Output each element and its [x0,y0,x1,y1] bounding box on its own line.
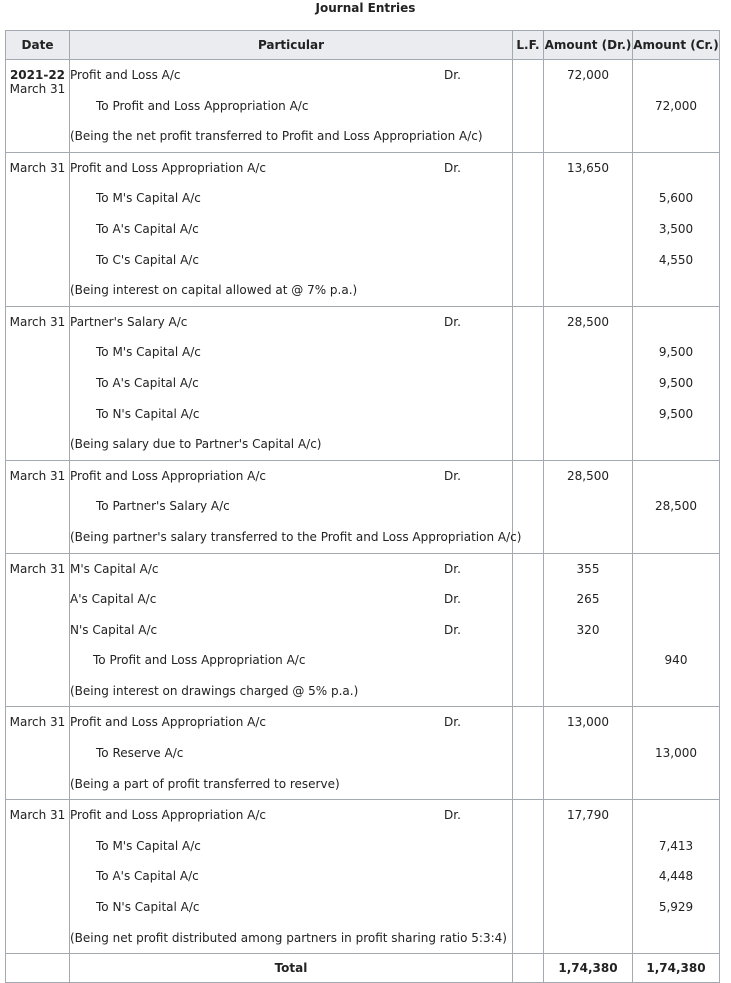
debit-account: A's Capital A/c [70,592,157,607]
credit-amount: 13,000 [655,746,697,761]
credit-amount: 9,500 [658,345,694,360]
dr-marker: Dr. [444,561,461,576]
entry-lf-cell [513,800,544,954]
dr-marker: Dr. [444,622,461,637]
entry-particular-cell [70,553,513,707]
credit-amount: 4,550 [658,252,694,267]
narration: (Being net profit distributed among partners in profit sharing ratio 5:3:4) [70,930,507,945]
dr-marker: Dr. [444,808,461,823]
entry-dr-amount-cell [544,306,633,460]
dr-marker: Dr. [444,314,461,329]
credit-amount: 940 [664,653,688,668]
header-amount-dr: Amount (Dr.) [544,31,633,60]
entry-date-cell [6,800,70,954]
debit-line [70,153,512,184]
narration: (Being a part of profit transferred to reserve) [70,776,340,791]
debit-line [70,60,512,91]
narration: (Being interest on drawings charged @ 5% p.a.) [70,683,359,698]
credit-line: To M's Capital A/c [96,838,201,853]
entry-dr-amount-cell [544,60,633,153]
credit-line: To Profit and Loss Appropriation A/c [96,98,309,113]
entry-date-cell [6,460,70,553]
credit-amount: 4,448 [658,869,694,884]
entry-date-cell [6,553,70,707]
debit-amount: 320 [576,622,600,637]
total-cr-amount: 1,74,380 [633,954,720,983]
debit-account: Profit and Loss Appropriation A/c [70,468,266,483]
debit-line [70,615,512,646]
dr-marker: Dr. [444,68,461,82]
entry-particular-cell [70,800,513,954]
debit-amount: 72,000 [567,68,609,82]
entry-lf-cell [513,306,544,460]
total-row [6,954,720,983]
journal-body [6,60,720,954]
debit-line [70,554,512,585]
total-date-cell [6,954,70,983]
table-header-row [6,31,720,60]
journal-entry-row [6,460,720,553]
entry-cr-amount-cell [633,306,720,460]
debit-account: Profit and Loss A/c [70,68,181,82]
entry-lf-cell [513,152,544,306]
debit-line [70,707,512,738]
entry-date: March 31 [9,808,66,823]
credit-line: To N's Capital A/c [96,406,200,421]
debit-account: Profit and Loss Appropriation A/c [70,808,266,823]
entry-dr-amount-cell [544,707,633,800]
credit-amount: 3,500 [658,221,694,236]
debit-amount: 28,500 [567,468,609,483]
debit-account: Partner's Salary A/c [70,314,188,329]
journal-entry-row [6,306,720,460]
entry-dr-amount-cell [544,553,633,707]
debit-amount: 17,790 [567,808,609,823]
entry-date-cell [6,707,70,800]
total-dr-amount: 1,74,380 [544,954,633,983]
debit-amount: 13,650 [567,160,609,175]
entry-particular-cell [70,306,513,460]
entry-particular-cell [70,60,513,153]
credit-line: To N's Capital A/c [96,900,200,915]
journal-entry-row [6,707,720,800]
credit-amount: 7,413 [658,838,694,853]
debit-amount: 13,000 [567,715,609,730]
narration: (Being salary due to Partner's Capital A/c) [70,437,322,452]
entry-dr-amount-cell [544,460,633,553]
debit-account: N's Capital A/c [70,622,158,637]
credit-line: To Reserve A/c [96,746,184,761]
journal-entry-row [6,152,720,306]
entry-dr-amount-cell [544,800,633,954]
header-amount-cr: Amount (Cr.) [633,31,720,60]
credit-line: To A's Capital A/c [96,869,199,884]
dr-marker: Dr. [444,715,461,730]
journal-entry-row [6,800,720,954]
journal-entry-row [6,60,720,153]
entry-date: March 31 [9,561,66,576]
entry-particular-cell [70,707,513,800]
entry-date-cell [6,60,70,153]
entry-cr-amount-cell [633,60,720,153]
entry-particular-cell [70,152,513,306]
entry-date: March 31 [9,715,66,730]
dr-marker: Dr. [444,592,461,607]
entry-cr-amount-cell [633,553,720,707]
debit-amount: 355 [576,561,600,576]
header-date: Date [6,31,70,60]
credit-amount: 72,000 [655,98,697,113]
entry-date: March 31 [9,468,66,483]
credit-line: To Partner's Salary A/c [96,499,230,514]
entry-cr-amount-cell [633,460,720,553]
entry-date-cell [6,306,70,460]
credit-amount: 28,500 [655,499,697,514]
credit-line: To C's Capital A/c [96,252,199,267]
entry-cr-amount-cell [633,800,720,954]
entry-year: 2021-22 [9,68,66,82]
entry-date: March 31 [9,314,66,329]
credit-line: To M's Capital A/c [96,345,201,360]
credit-line: To A's Capital A/c [96,221,199,236]
credit-line: To M's Capital A/c [96,191,201,206]
page-title: Journal Entries [315,1,416,15]
credit-amount: 5,929 [658,900,694,915]
debit-account: M's Capital A/c [70,561,159,576]
journal-table [5,30,720,983]
entry-date-cell [6,152,70,306]
entry-cr-amount-cell [633,152,720,306]
debit-account: Profit and Loss Appropriation A/c [70,715,266,730]
total-lf-cell [513,954,544,983]
entry-particular-cell [70,460,522,553]
entry-lf-cell [513,707,544,800]
narration: (Being interest on capital allowed at @ 7% p.a.) [70,283,358,298]
entry-lf-cell [513,60,544,153]
entry-dr-amount-cell [544,152,633,306]
credit-amount: 9,500 [658,406,694,421]
debit-amount: 28,500 [567,314,609,329]
credit-amount: 5,600 [658,191,694,206]
entry-date: March 31 [9,160,66,175]
dr-marker: Dr. [444,160,461,175]
debit-line [70,307,512,338]
debit-account: Profit and Loss Appropriation A/c [70,160,266,175]
narration: (Being the net profit transferred to Profit and Loss Appropriation A/c) [70,129,483,144]
header-lf: L.F. [513,31,544,60]
credit-amount: 9,500 [658,375,694,390]
journal-entry-row [6,553,720,707]
debit-line [70,800,512,831]
credit-line: To A's Capital A/c [96,375,199,390]
debit-line [70,584,512,615]
narration: (Being partner's salary transferred to the Profit and Loss Appropriation A/c) [70,529,522,544]
dr-marker: Dr. [444,468,461,483]
entry-lf-cell [513,553,544,707]
credit-line: To Profit and Loss Appropriation A/c [93,653,306,668]
entry-cr-amount-cell [633,707,720,800]
header-particular: Particular [70,31,513,60]
entry-date: March 31 [9,82,66,96]
debit-amount: 265 [576,592,600,607]
debit-line [70,461,512,492]
total-label: Total [70,954,513,983]
